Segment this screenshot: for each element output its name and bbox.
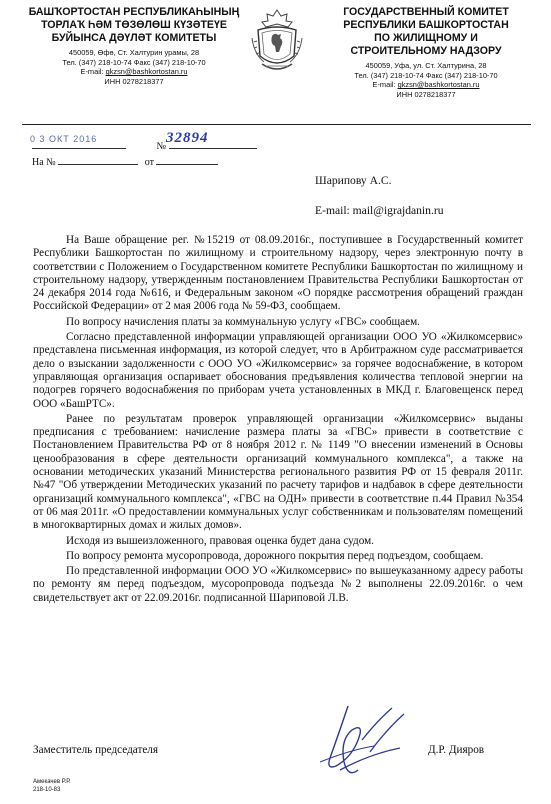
header-left-email: gkzsn@bashkortostan.ru [105, 67, 188, 77]
reply-from-label: от [144, 157, 154, 168]
header-divider [22, 124, 531, 125]
letter-body [33, 234, 523, 605]
header-left-title [28, 6, 240, 45]
header-left-phone: Тел. (347) 218-10-74 Факс (347) 218-10-70 [62, 57, 206, 67]
header-right-title-line: СТРОИТЕЛЬНОМУ НАДЗОРУ [350, 45, 502, 57]
body-paragraph: Ранее по результатам проверок управляющей организации «Жилкомсервис» выданы предписания с требованием: начисление размера платы за «ГВС» привести в соответствие с Постановлением Правительства РФ от 8 ноября 2012 г. № 1149 "О внесении изменений в Основы ценообразования в сфере деятельности организаций коммунального комплекса", а также на основании методических указаний Министерства регионального развития РФ от 15 февраля 2011г. №47 "Об утверждении Методических указаний по расчету тарифов и надбавок в сфере деятельности организаций коммунального комплекса", «ГВС на ОДН» привести в соответствие п.44 Правил №354 от 06 мая 2011г. «О предоставлении коммунальных услуг собственникам и пользователям помещений в многоквартирных домах и жилых домов». [33, 412, 523, 532]
body-paragraph: Исходя из вышеизложенного, правовая оценка будет дана судом. [66, 534, 374, 547]
header-right-title-line: ПО ЖИЛИЩНОМУ И [374, 32, 478, 44]
header-left-address: 450059, Өфө, Ст. Халтурин урамы, 28 [68, 48, 200, 57]
body-paragraph: Согласно представленной информации управляющей организации ООО УО «Жилкомсервис» представлена письменная информация, из которой следует, что в Арбитражном суде рассматривается дело о взыскании задолженности с ООО УО «Жилкомсервис» за горячее водоснабжение, в котором управляющая организация оспаривает обоснования предъявления количества тепловой энергии на подогрев горячего водоснабжения по приборам учета установленных в МКД г. Благовещенск перед ООО «БашРТС». [33, 331, 523, 410]
header-left-title-line: ТОРЛАҠ ҺӘМ ТӨЗӨЛӨШ КҮЗӘТЕҮЕ [41, 19, 227, 31]
body-paragraph: По вопросу ремонта мусоропровода, дорожного покрытия перед подъездом, сообщаем. [66, 549, 484, 562]
header-left-title-line: БАШҠОРТОСТАН РЕСПУБЛИКАҺЫНЫҢ [28, 6, 240, 18]
reply-date-underline [156, 154, 218, 165]
reply-number-underline [58, 154, 138, 165]
body-paragraph: На Ваше обращение рег. №15219 от 08.09.2016г., поступившее в Государственный комитет Республики Башкортостан по жилищному и строительному надзору, через электронную почту в соответствии с Положением о Государственном комитете Республики Башкортостан по жилищному и строительному надзору, утвержденным постановлением Правительства Республики Башкортостан от 24 декабря 2014 года №616, и Федеральным законом «О порядке рассмотрения обращений граждан Российской Федерации» от 2 мая 2006 года № 59-ФЗ, сообщаем. [33, 234, 523, 313]
header-left-bashkir [28, 6, 240, 86]
header-left-title-line: БУЙЫНСА ДӘҮЛӘТ КОМИТЕТЫ [51, 32, 217, 44]
addressee-name: Шарипову А.С. [315, 174, 392, 187]
signatory-position: Заместитель председателя [33, 744, 159, 756]
header-right-title-line: ГОСУДАРСТВЕННЫЙ КОМИТЕТ [343, 6, 509, 18]
header-right-title-line: РЕСПУБЛИКИ БАШКОРТОСТАН [343, 19, 509, 31]
executor-name: Амекачев Р.Р. [33, 779, 71, 785]
executor-phone: 218-10-83 [33, 786, 61, 793]
header-right-russian [318, 6, 534, 99]
date-stamp: 0 3 ОКТ 2016 [30, 134, 98, 144]
header-right-address: 450059, Уфа, ул. Ст. Халтурина, 28 [365, 61, 487, 70]
executor-footer [33, 779, 71, 794]
reply-label: На № [32, 157, 56, 168]
header-right-inn: ИНН 0278218377 [396, 89, 456, 99]
header-right-title [318, 6, 534, 58]
addressee-email: E-mail: mail@igrajdanin.ru [315, 204, 444, 217]
header-left-email-label: E-mail: [80, 67, 106, 77]
header-right-phone: Тел. (347) 218-10-74 Факс (347) 218-10-70 [354, 70, 498, 80]
reply-reference-line [32, 154, 232, 166]
header-left-inn: ИНН 0278218377 [104, 76, 164, 86]
handwritten-signature-icon [300, 700, 410, 784]
body-paragraph: По представленной информации ООО УО «Жилкомсервис» по вышеуказанному адресу работы по ремонту ям перед подъездом, мусоропровода подъезда №2 выполнены 22.09.2016г. о чем свидетельствует акт от 22.09.2016г. подписанной Шариповой Л.В. [33, 565, 523, 604]
number-label: № [156, 141, 167, 152]
signatory-name: Д.Р. Дияров [428, 744, 485, 756]
header-right-email-label: E-mail: [372, 80, 398, 90]
registration-number: 32894 [166, 130, 209, 146]
body-paragraph: По вопросу начисления платы за коммунальную услугу «ГВС» сообщаем. [66, 315, 420, 328]
header-right-email: gkzsn@bashkortostan.ru [397, 80, 480, 90]
republic-emblem-icon [248, 8, 306, 74]
